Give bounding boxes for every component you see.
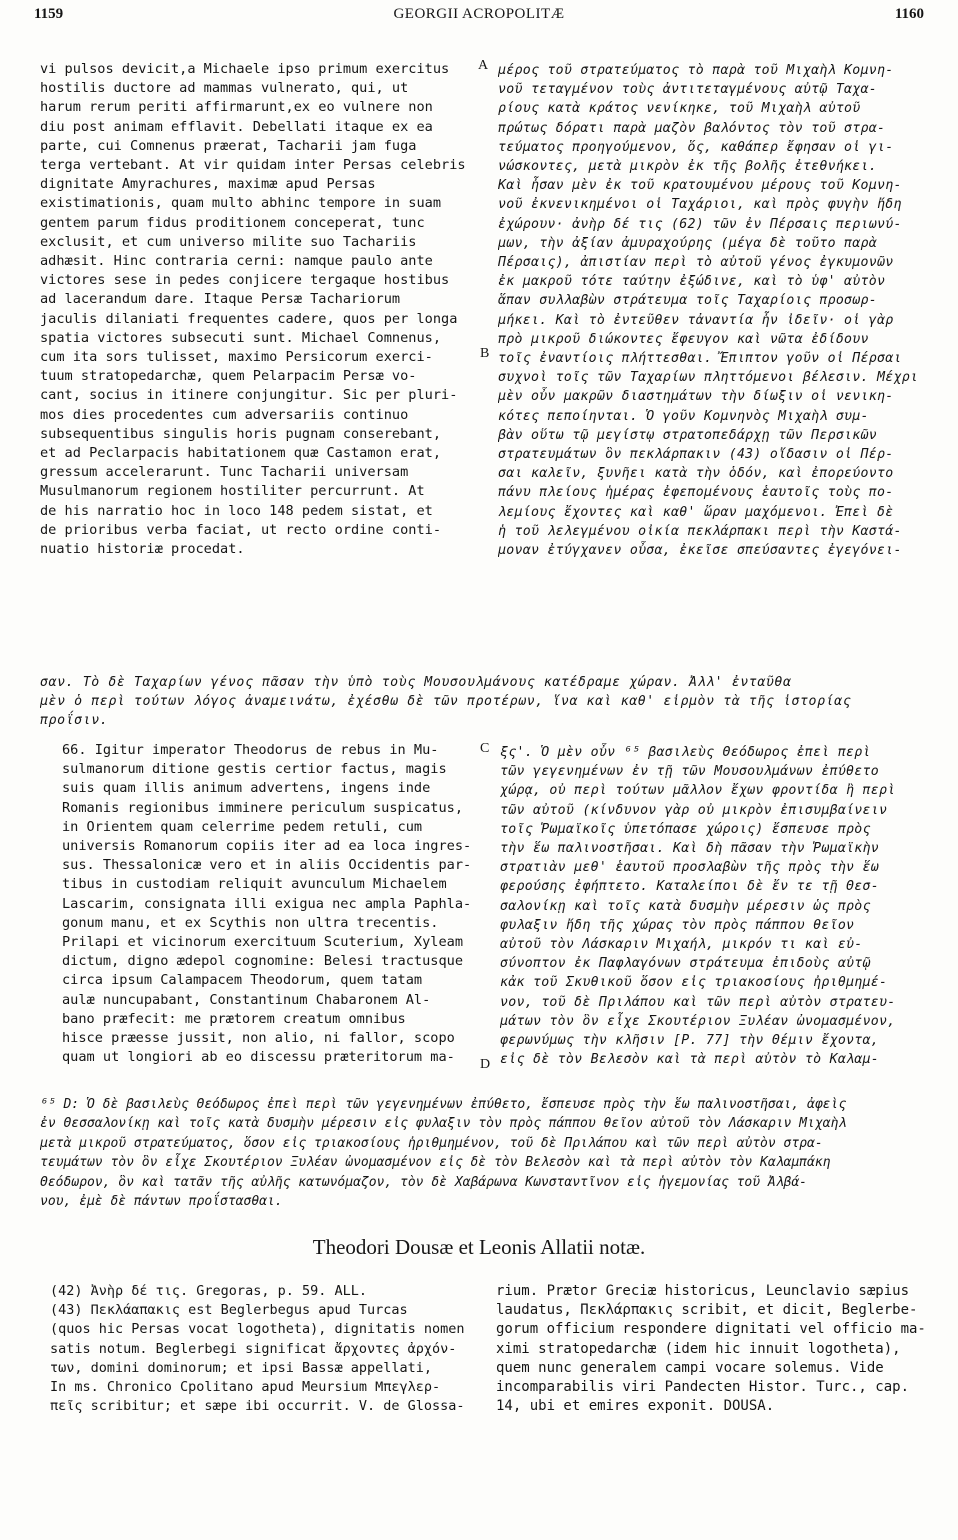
latin-text-bottom: 66. Igitur imperator Theodorus de rebus in Mu- sulmanorum ditione gestis certior factus, magis suis quam illis animum advertens, ingens inde Romanis regionibus imminere periculum suspicatus, in Orientem quam celerrime pedem retuli, cum universis Romanorum copiis iter ad ea loca ingres- sus. Thessalonicæ vero et in aliis Occidentis par- tibus in custodiam reliquit avunculum Michaelem Lascarim, consignata illi exigua nec ampla Paphla- gonum manu, et ex Scythis non ultra trecentis. Prilapi et vicinorum exercituum Scuterium, Xyleam dictum, digno ædepol cognomine: Belesi tractusque circa ipsum Calampacem Theodorum, quem tatam aulæ nuncupabant, Constantinum Chabaronem Al- bano præfecit: me prætorem creatum omnibus hisce præesse jussit, non alio, ni fallor, scopo quam ut longiori ab eo discessu præteritorum ma-: [62, 742, 472, 1066]
running-title: GEORGII ACROPOLITÆ: [393, 6, 565, 22]
greek-text-full-width: σαν. Τὸ δὲ Ταχαρίων γένος πᾶσαν τὴν ὑπὸ τοὺς Μουσουλμάνους κατέδραμε χώραν. Ἀλλ' ἐνταῦθα μὲν ὁ περὶ τούτων λόγος ἀναμεινάτω, ἐχέσθω δὲ τῶν προτέρων, ἵνα καὶ καθ' εἱρμὸν τὰ τῆς ἱστορίας προΐσιν.: [40, 675, 852, 729]
notes-title: Theodori Dousæ et Leonis Allatii notæ.: [312, 1235, 646, 1259]
greek-text-top: μέρος τοῦ στρατεύματος τὸ παρὰ τοῦ Μιχαὴλ Κομνη- νοῦ τεταγμένον τοὺς ἀντιτεταγμένους αὐτῷ Ταχα- ρίους κατὰ κράτος νενίκηκε, τοῦ Μιχαὴλ αὐτοῦ πρώτως δόρατι παρὰ μαζὸν βαλόντος τὸν τοῦ στρα- τεύματος προηγούμενον, ὅς, καθάπερ ἔφησαν οἱ γι- νώσκοντες, μετὰ μικρὸν ἐκ τῆς βολῆς ἐτεθνήκει. Καὶ ἦσαν μὲν ἐκ τοῦ κρατουμένου μέρους τοῦ Κομνη- νοῦ ἐκνενικημένοι οἱ Ταχάριοι, καὶ πρὸς φυγὴν ἤδη ἐχώρουν· ἀνὴρ δέ τις (62) τῶν ἐν Πέρσαις περιωνύ- μων, τὴν ἀξίαν ἀμυραχούρης (μέγα δὲ τοῦτο παρὰ Πέρσαις), ἀπιστίαν περὶ τὸ αὐτοῦ γένος ἐγκυμονῶν ἐκ μακροῦ τότε ταύτην ἐξώδινε, καὶ τὸ ὑφ' αὐτὸν ἅπαν συλλαβὼν στράτευμα τοῖς Ταχαρίοις προσωρ- μήκει. Καὶ τὸ ἐντεῦθεν τἀναντία ἦν ἰδεῖν· οἱ γὰρ πρὸ μικροῦ διώκοντες ἔφευγον καὶ νῶτα ἐδίδουν τοῖς ἐναντίοις πλήττεσθαι. Ἔπιπτον γοῦν οἱ Πέρσαι συχνοὶ τοῖς τῶν Ταχαρίων πληττόμενοι βέλεσιν. Μέχρι μὲν οὖν μακρῶν διαστημάτων τὴν δίωξιν οἱ νενικη- κότες πεποίηνται. Ὁ γοῦν Κομνηνὸς Μιχαὴλ συμ- βὰν οὕτω τῷ μεγίστῳ στρατοπεδάρχῃ τῶν Περσικῶν στρατευμάτων ὃν πεκλάρπακιν (43) οἴδασιν οἱ Πέρ- σαι καλεῖν, ξυνῆει κατὰ τὴν ὁδόν, καὶ ἐπορεύοντο πάνυ πλείους ἡμέρας ἐφεπομένους ἑαυτοῖς τοὺς πο- λεμίους ἔχοντες καὶ καθ' ὥραν μαχόμενοι. Ἐπεὶ δὲ ἡ τοῦ λελεγμένου οἰκία πεκλάρπακι περὶ τὴν Καστά- μοναν ἐτύγχανεν οὖσα, ἐκεῖσε σπεύσαντες ἐγεγόνει-: [498, 63, 919, 559]
margin-marker-c: C: [480, 741, 490, 756]
margin-marker-a: A: [478, 58, 489, 73]
margin-marker-d: D: [480, 1057, 491, 1072]
page-number-left: 1159: [34, 6, 64, 22]
footnote-65: ⁶⁵ D: Ὁ δὲ βασιλεὺς Θεόδωρος ἐπεὶ περὶ τῶν γεγενημένων ἐπύθετο, ἔσπευσε πρὸς τὴν ἕω παλινοστῆσαι, ἀφεὶς ἐν Θεσσαλονίκῃ καὶ τοῖς κατὰ δυσμὴν μέρεσιν εἰς φυλαξιν τὸν πρὸς πάππου θεῖον αὐτοῦ τὸν Λάσκαριν Μιχαὴλ μετὰ μικροῦ στρατεύματος, ὅσον εἰς τριακοσίους ἠριθμημένον, τοῦ δὲ Πριλάπου καὶ τῶν περὶ αὐτὸν στρα- τευμάτων τὸν ὃν εἶχε Σκουτέριον Ξυλέαν ὠνομασμένον εἰς δὲ τὸν Βελεσὸν καὶ τὰ περὶ αὐτὸν τὸν Καλαμπάκη Θεόδωρον, ὃν καὶ τατᾶν τῆς αὐλῆς κατωνόμαζον, τὸν δὲ Χαβάρωνα Κωνσταντῖνον εἰς ἡγεμονίας τοῦ Ἀλβά- νου, ἐμὲ δὲ πάντων προΐστασθαι.: [40, 1097, 847, 1210]
page-number-right: 1160: [894, 6, 924, 22]
notes-right-column: rium. Prætor Greciæ historicus, Leunclavio sæpius laudatus, Πεκλάρπακις scribit, et dicit, Beglerbe- gorum officium respondere dignitati vel officio ma- ximi stratopedarchæ (idem hic innuit logotheta), quem nunc generalem campi vocare solemus. Vide incomparabilis viri Pandecten Histor. Turc., cap. 14, ubi et emires exponit. DOUSA.: [496, 1283, 926, 1415]
margin-marker-b: B: [480, 346, 490, 361]
greek-text-bottom: ξς'. Ὁ μὲν οὖν ⁶⁵ βασιλεὺς Θεόδωρος ἐπεὶ περὶ τῶν γεγενημένων ἐν τῇ τῶν Μουσουλμάνων ἐπύθετο χώρᾳ, οὐ περὶ τούτων μᾶλλον ἔχων φροντίδα ἢ περὶ τῶν αὐτοῦ (κίνδυνον γὰρ οὐ μικρὸν ἐπισυμβαίνειν τοῖς Ῥωμαϊκοῖς ὑπετόπασε χώροις) ἔσπευσε πρὸς τὴν ἕω παλινοστῆσαι. Καὶ δὴ πᾶσαν τὴν Ῥωμαϊκὴν στρατιὰν μεθ' ἑαυτοῦ προσλαβὼν τῆς πρὸς τὴν ἕω φερούσης ἐφήπτετο. Καταλείποι δὲ ἔν τε τῇ Θεσ- σαλονίκῃ καὶ τοῖς κατὰ δυσμὴν μέρεσιν ὡς πρὸς φυλαξιν ἤδη τῆς χώρας τὸν πρὸς πάππου θεῖον αὐτοῦ τὸν Λάσκαριν Μιχαήλ, μικρόν τι καὶ εὐ- σύνοπτον ἐκ Παφλαγόνων στράτευμα ἐπιδοὺς αὐτῷ κἀκ τοῦ Σκυθικοῦ ὅσον εἰς τριακοσίους ἠριθμημέ- νον, τοῦ δὲ Πριλάπου καὶ τῶν περὶ αὐτὸν στρατευ- μάτων τὸν ὃν εἶχε Σκουτέριον Ξυλέαν ὠνομασμένον, φερωνύμως τὴν κλῆσιν [P. 77] τὴν Θέμιν ἔχοντα, εἰς δὲ τὸν Βελεσὸν καὶ τὰ περὶ αὐτὸν τὸ Καλαμ-: [500, 745, 896, 1068]
latin-text-top: vi pulsos devicit,a Michaele ipso primum exercitus hostilis ductore ad mammas vulnerato, qui, ut harum rerum periti affirmarunt,ex eo vulnere non diu post animam efflavit. Debellati itaque ex ea parte, cui Comnenus præerat, Tacharii jam fuga terga vertebant. At vir quidam inter Persas celebris dignitate Amyrachures, maximæ apud Persas existimationis, quam multo abhinc tempore in suam gentem parum fidus proditionem conceperat, tunc exclusit, et cum universo milite suo Tachariis adhæsit. Hinc contraria cerni: namque paulo ante victores sese in pedes conjicere tergaque hostibus ad lacerandum dare. Itaque Persæ Tachariorum jaculis dilaniati frequentes cadere, quos per longa spatia victores subsecuti sunt. Michael Comnenus, cum ita sors tulisset, maximo Persicorum exerci- tuum stratopedarchæ, quem Pelarpacim Persæ vo- cant, socius in itinere conjungitur. Sic per pluri- mos dies procedentes cum adversariis continuo subsequentibus singulis horis pugnam conserebant, et ad Peclarpacis habitationem quæ Castamon erat, gressum accelerarunt. Tunc Tacharii universam Musulmanorum regionem hostiliter percurrunt. At de his narratio hoc in loco 148 pedem sistat, et de prioribus verba faciat, ut recto ordine conti- nuatio historiæ procedat.: [40, 61, 466, 558]
running-header: [34, 6, 924, 34]
notes-left-column: (42) Ἀνὴρ δέ τις. Gregoras, p. 59. ALL. (43) Πεκλάαπακις est Beglerbegus apud Turcas (quos hic Persas vocat logotheta), dignitatis nomen satis notum. Beglerbegi significat ἄρχοντες ἀρχόν- των, domini dominorum; et ipsi Bassæ appellati, In ms. Chronico Cpolitano apud Meursium Μπεγλερ- πεῖς scribitur; et sæpe ibi occurrit. V. de Glossa-: [50, 1283, 465, 1415]
